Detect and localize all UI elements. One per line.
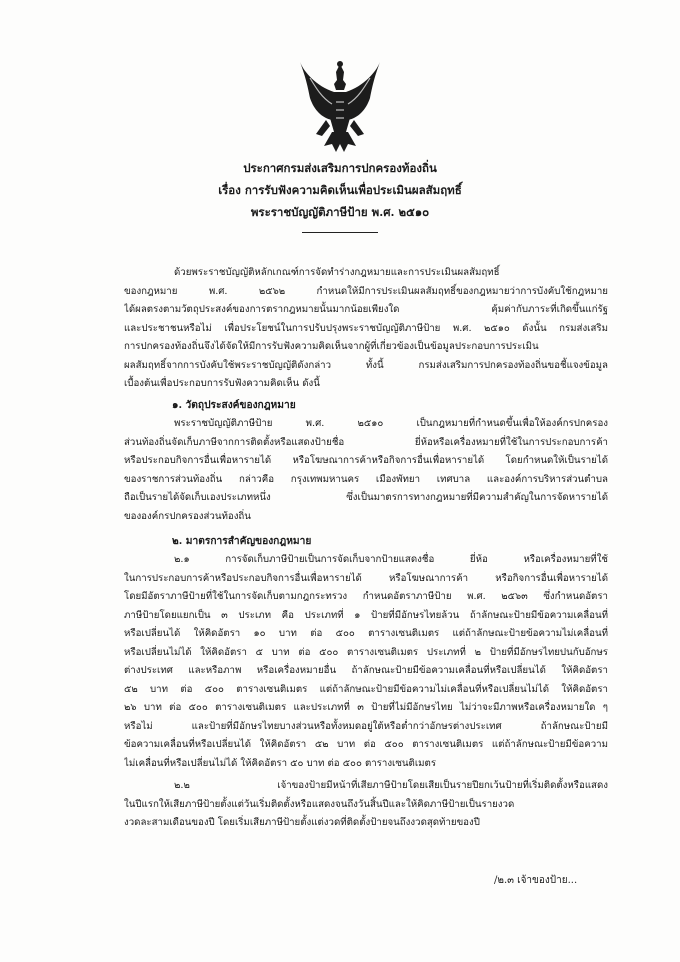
section-1-paragraph <box>124 415 608 526</box>
text-line: ถือเป็นรายได้จัดเก็บเองประเภทหนึ่ง ซึ่งเป็นมาตรการทางกฎหมายที่มีความสำคัญในการจัดหารายได้ <box>124 492 608 503</box>
announcement-act: พระราชบัญญัติภาษีป้าย พ.ศ. ๒๕๑๐ <box>250 205 430 219</box>
text-line: พระราชบัญญัติภาษีป้าย พ.ศ. ๒๕๑๐ เป็นกฎหมายที่กำหนดขึ้นเพื่อให้องค์กรปกครอง <box>174 418 608 429</box>
text-line: เบื้องต้นเพื่อประกอบการรับฟังความคิดเห็น ดังนี้ <box>124 378 320 389</box>
text-line: ๒๖ บาท ต่อ ๕๐๐ ตารางเซนติเมตร และประเภทที่ ๓ ป้ายที่ไม่มีอักษรไทย ไม่ว่าจะมีภาพหรือเครื่องหมายใด ๆ <box>124 702 608 713</box>
section-2-heading: ๒. มาตรการสำคัญของกฎหมาย <box>172 535 312 547</box>
text-line: ข้อความเคลื่อนที่หรือเปลี่ยนได้ ให้คิดอัตรา ๕๒ บาท ต่อ ๕๐๐ ตารางเซนติเมตร แต่ถ้าลักษณะป้ายมีข้อความ <box>124 739 608 750</box>
text-line: ส่วนท้องถิ่นจัดเก็บภาษีจากการติดตั้งหรือแสดงป้ายชื่อ ยี่ห้อหรือเครื่องหมายที่ใช้ในการประกอบการค้า <box>124 436 608 448</box>
text-line: ของกฎหมาย พ.ศ. ๒๕๖๒ กำหนดให้มีการประเมินผลสัมฤทธิ์ของกฎหมายว่าการบังคับใช้กฎหมาย <box>124 285 608 297</box>
text-line: หรือเปลี่ยนไม่ได้ ให้คิดอัตรา ๕ บาท ต่อ ๕๐๐ ตารางเซนติเมตร ประเภทที่ ๒ ป้ายที่มีอักษรไทยปนกับอักษร <box>124 646 608 658</box>
section-2-1-paragraph <box>124 551 608 773</box>
text-line: และประชาชนหรือไม่ เพื่อประโยชน์ในการปรับปรุงพระราชบัญญัติภาษีป้าย พ.ศ. ๒๕๑๐ ดังนั้น กรมส่งเสริม <box>124 322 608 334</box>
announcement-title: ประกาศกรมส่งเสริมการปกครองท้องถิ่น <box>243 161 437 175</box>
garuda-emblem-icon <box>296 58 384 156</box>
text-line: หรือเปลี่ยนได้ ให้คิดอัตรา ๑๐ บาท ต่อ ๕๐๐ ตารางเซนติเมตร แต่ถ้าลักษณะป้ายข้อความไม่เคลื่อนที่ <box>124 628 608 639</box>
header-divider <box>302 232 378 233</box>
section-2-2-paragraph <box>124 777 608 833</box>
text-line: ขององค์กรปกครองส่วนท้องถิ่น <box>124 510 251 522</box>
text-line: หรือไม่ และป้ายที่มีอักษรไทยบางส่วนหรือทั้งหมดอยู่ใต้หรือต่ำกว่าอักษรต่างประเทศ ถ้าลักษณะป้ายมี <box>124 720 608 732</box>
text-line: ต่างประเทศ และหรือภาพ หรือเครื่องหมายอื่น ถ้าลักษณะป้ายมีข้อความเคลื่อนที่หรือเปลี่ยนได้ ให้คิดอัตรา <box>124 665 608 676</box>
text-line: ได้ผลตรงตามวัตถุประสงค์ของการตรากฎหมายนั้นมากน้อยเพียงใด คุ้มค่ากับภาระที่เกิดขึ้นแก่รัฐ <box>124 304 608 315</box>
text-line: การปกครองท้องถิ่นจึงได้จัดให้มีการรับฟังความคิดเห็นจากผู้ที่เกี่ยวข้องเป็นข้อมูลประกอบการประเมิน <box>124 341 539 352</box>
text-line: ไม่เคลื่อนที่หรือเปลี่ยนไม่ได้ ให้คิดอัตรา ๕๐ บาท ต่อ ๕๐๐ ตารางเซนติเมตร <box>124 757 437 769</box>
text-line: ด้วยพระราชบัญญัติหลักเกณฑ์การจัดทำร่างกฎหมายและการประเมินผลสัมฤทธิ์ <box>174 267 500 278</box>
text-line: ภาษีป้ายโดยแยกเป็น ๓ ประเภท คือ ประเภทที่ ๑ ป้ายที่มีอักษรไทยล้วน ถ้าลักษณะป้ายมีข้อความเคลื่อนที่ <box>124 609 608 621</box>
continuation-note: /๒.๓ เจ้าของป้าย... <box>494 875 578 886</box>
text-line: ๒.๑ การจัดเก็บภาษีป้ายเป็นการจัดเก็บจากป้ายแสดงชื่อ ยี่ห้อ หรือเครื่องหมายที่ใช้ <box>174 554 608 565</box>
text-line: ในปีแรกให้เสียภาษีป้ายตั้งแต่วันเริ่มติดตั้งหรือแสดงจนถึงวันสิ้นปีและให้คิดภาษีป้ายเป็นรายงวด <box>124 798 515 810</box>
text-line: หรือประกอบกิจการอื่นเพื่อหารายได้ หรือโฆษณาการค้าหรือกิจการอื่นเพื่อหารายได้ โดยกำหนดให้เป็นรายได้ <box>124 455 608 466</box>
announcement-subject: เรื่อง การรับฟังความคิดเห็นเพื่อประเมินผลสัมฤทธิ์ <box>218 183 462 197</box>
text-line: ๒.๒ เจ้าของป้ายมีหน้าที่เสียภาษีป้ายโดยเสียเป็นรายปียกเว้นป้ายที่เริ่มติดตั้งหรือแสดง <box>174 780 608 791</box>
text-line: ผลสัมฤทธิ์จากการบังคับใช้พระราชบัญญัติดังกล่าว ทั้งนี้ กรมส่งเสริมการปกครองท้องถิ่นขอชี้แจงข้อมูล <box>124 359 608 371</box>
text-line: ในการประกอบการค้าหรือประกอบกิจการอื่นเพื่อหารายได้ หรือโฆษณาการค้า หรือกิจการอื่นเพื่อหารายได้ <box>124 572 608 584</box>
text-line: งวดละสามเดือนของปี โดยเริ่มเสียภาษีป้ายตั้งแต่งวดที่ติดตั้งป้ายจนถึงงวดสุดท้ายของปี <box>124 817 480 828</box>
section-1-heading: ๑. วัตถุประสงค์ของกฎหมาย <box>172 399 296 411</box>
text-line: ของราชการส่วนท้องถิ่น กล่าวคือ กรุงเทพมหานคร เมืองพัทยา เทศบาล และองค์การบริหารส่วนตำบล <box>124 473 608 485</box>
intro-paragraph <box>124 264 608 394</box>
text-line: โดยมีอัตราภาษีป้ายที่ใช้ในการจัดเก็บตามกฎกระทรวง กำหนดอัตราภาษีป้าย พ.ศ. ๒๕๖๓ ซึ่งกำหนดอัตรา <box>124 591 608 602</box>
text-line: ๕๒ บาท ต่อ ๕๐๐ ตารางเซนติเมตร แต่ถ้าลักษณะป้ายมีข้อความไม่เคลื่อนที่หรือเปลี่ยนไม่ได้ ให้คิดอัตรา <box>124 683 608 695</box>
